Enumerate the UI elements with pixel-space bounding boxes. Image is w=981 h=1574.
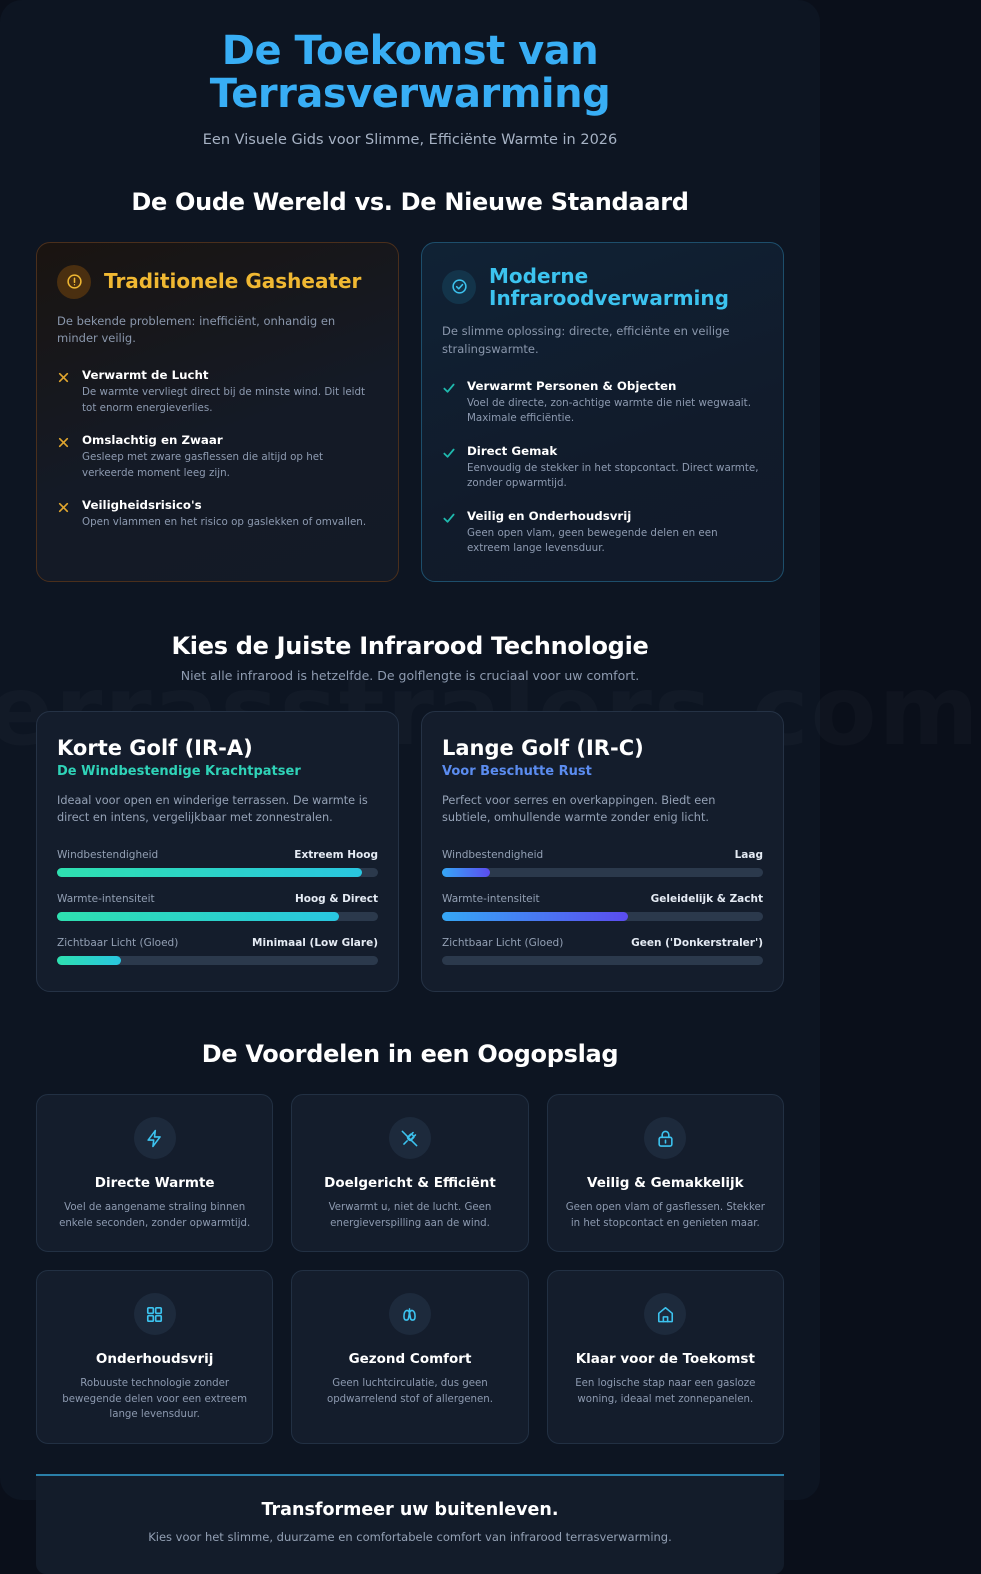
- card-description: Perfect voor serres en overkappingen. Biedt een subtiele, omhullende warmte zonder enig licht.: [442, 793, 716, 825]
- benefit-card-doelgericht: [291, 1094, 528, 1252]
- card-lead: De bekende problemen: inefficiënt, onhandig en minder veilig.: [57, 313, 336, 346]
- card-header: [442, 265, 763, 310]
- benefit-card-directe-warmte: [36, 1094, 273, 1252]
- traditional-gas-heater-card: [36, 242, 399, 582]
- benefit-title: Onderhoudsvrij: [95, 1351, 214, 1368]
- footer-section: [36, 1476, 784, 1574]
- benefit-desc: Geen luchtcirculatie, dus geen opdwarrelend stof of allergenen.: [326, 1378, 493, 1405]
- home-icon: [644, 1293, 686, 1335]
- card-title: Traditionele Gasheater: [104, 269, 362, 294]
- list-item: [57, 498, 378, 530]
- benefit-desc: Geen open vlam of gasflessen. Stekker in het stopcontact en genieten maar.: [565, 1202, 765, 1229]
- technology-heading: Kies de Juiste Infrarood Technologie: [171, 631, 649, 660]
- list-item-desc: De warmte vervliegt direct bij de minste wind. Dit leidt tot enorm energieverlies.: [82, 386, 366, 414]
- list-item-desc: Eenvoudig de stekker in het stopcontact. Direct warmte, zonder opwarmtijd.: [467, 461, 759, 490]
- metric-row: [57, 893, 378, 921]
- comparison-heading: De Oude Wereld vs. De Nieuwe Standaard: [131, 187, 689, 216]
- list-item-title: Omslachtig en Zwaar: [82, 433, 223, 448]
- page-title: De Toekomst van Terrasverwarming: [209, 28, 611, 117]
- list-item: [442, 444, 763, 492]
- list-item-desc: Gesleep met zware gasflessen die altijd op het verkeerde moment leeg zijn.: [82, 451, 324, 479]
- list-item-title: Verwarmt de Lucht: [82, 368, 209, 383]
- benefit-title: Veilig & Gemakkelijk: [587, 1175, 744, 1192]
- card-tagline: Voor Beschutte Rust: [442, 763, 592, 779]
- card-title: Lange Golf (IR-C): [442, 735, 644, 760]
- benefit-title: Doelgericht & Efficiënt: [324, 1175, 496, 1192]
- metric-value: Laag: [734, 849, 763, 862]
- progress-bar-fill: [57, 912, 339, 921]
- cross-icon: [57, 369, 71, 416]
- check-icon: [442, 510, 456, 557]
- card-title: Moderne Infraroodverwarming: [489, 263, 729, 310]
- list-item: [57, 433, 378, 481]
- progress-bar-track: [442, 912, 763, 921]
- progress-bar-track: [57, 912, 378, 921]
- modern-infrared-card: [421, 242, 784, 582]
- technology-row: [36, 711, 784, 993]
- drawback-list: [57, 368, 378, 530]
- benefit-title: Directe Warmte: [94, 1175, 215, 1192]
- benefit-desc: Verwarmt u, niet de lucht. Geen energieverspilling aan de wind.: [328, 1202, 492, 1229]
- list-item-title: Verwarmt Personen & Objecten: [467, 379, 677, 393]
- footer-title: Transformeer uw buitenleven.: [261, 1499, 559, 1520]
- benefits-heading: De Voordelen in een Oogopslag: [201, 1040, 619, 1069]
- list-item: [57, 368, 378, 416]
- metric-label: Zichtbaar Licht (Gloed): [57, 937, 179, 950]
- technology-section: [36, 632, 784, 993]
- card-header: [57, 265, 378, 299]
- comparison-row: [36, 242, 784, 582]
- progress-bar-track: [442, 956, 763, 965]
- progress-bar-track: [57, 956, 378, 965]
- progress-bar-fill: [442, 912, 628, 921]
- progress-bar-track: [442, 868, 763, 877]
- list-item: [442, 379, 763, 427]
- benefits-section: [36, 1040, 784, 1444]
- footer-desc: Kies voor het slimme, duurzame en comfortabele comfort van infrarood terrasverwarming.: [148, 1529, 672, 1544]
- metric-row: [442, 893, 763, 921]
- metric-label: Windbestendigheid: [442, 849, 544, 862]
- lungs-icon: [389, 1293, 431, 1335]
- lange-golf-card: [421, 711, 784, 993]
- metric-value: Geen ('Donkerstraler'): [631, 937, 763, 950]
- progress-bar-fill: [57, 868, 362, 877]
- benefit-title: Gezond Comfort: [348, 1351, 472, 1368]
- page-subtitle: Een Visuele Gids voor Slimme, Efficiënte Warmte in 2026: [202, 131, 618, 148]
- progress-bar-fill: [442, 868, 490, 877]
- benefits-grid: [36, 1094, 784, 1444]
- list-item-desc: Open vlammen en het risico op gaslekken of omvallen.: [82, 515, 367, 528]
- list-item-desc: Geen open vlam, geen bewegende delen en een extreem lange levensduur.: [467, 526, 718, 555]
- benefit-card-veilig: [547, 1094, 784, 1252]
- comparison-section: [36, 188, 784, 582]
- benefit-card-gezond-comfort: [291, 1270, 528, 1444]
- lock-icon: [644, 1117, 686, 1159]
- metric-list: [57, 849, 378, 965]
- metric-value: Hoog & Direct: [294, 893, 378, 906]
- check-icon: [442, 445, 456, 492]
- benefit-list: [442, 379, 763, 557]
- card-description: Ideaal voor open en winderige terrassen. De warmte is direct en intens, vergelijkbaar met zonnestralen.: [57, 793, 368, 825]
- metric-row: [57, 849, 378, 877]
- metric-label: Zichtbaar Licht (Gloed): [442, 937, 564, 950]
- metric-label: Windbestendigheid: [57, 849, 159, 862]
- metric-row: [442, 937, 763, 965]
- benefit-title: Klaar voor de Toekomst: [575, 1351, 755, 1368]
- benefit-desc: Robuuste technologie zonder bewegende delen voor een extreem lange levensduur.: [62, 1378, 248, 1421]
- metric-row: [442, 849, 763, 877]
- list-item-desc: Voel de directe, zon-achtige warmte die niet wegwaait. Maximale efficiëntie.: [467, 397, 751, 425]
- progress-bar-fill: [57, 956, 121, 965]
- progress-bar-track: [57, 868, 378, 877]
- metric-value: Extreem Hoog: [294, 849, 378, 862]
- cross-icon: [57, 499, 71, 530]
- check-circle-icon: [442, 270, 476, 304]
- metric-label: Warmte-intensiteit: [57, 893, 155, 906]
- technology-subheading: Niet alle infrarood is hetzelfde. De golflengte is cruciaal voor uw comfort.: [180, 667, 640, 683]
- metric-value: Minimaal (Low Glare): [252, 937, 378, 950]
- card-lead: De slimme oplossing: directe, efficiënte en veilige stralingswarmte.: [442, 324, 730, 357]
- list-item-title: Veiligheidsrisico's: [82, 497, 202, 512]
- benefit-desc: Voel de aangename straling binnen enkele seconden, zonder opwarmtijd.: [59, 1202, 251, 1229]
- benefit-desc: Een logische stap naar een gasloze woning, ideaal met zonnepanelen.: [575, 1378, 756, 1405]
- korte-golf-card: [36, 711, 399, 993]
- card-title: Korte Golf (IR-A): [57, 735, 253, 760]
- benefit-card-onderhoudsvrij: [36, 1270, 273, 1444]
- grid-squares-icon: [134, 1293, 176, 1335]
- lightning-bolt-icon: [134, 1117, 176, 1159]
- plug-off-icon: [389, 1117, 431, 1159]
- list-item-title: Direct Gemak: [467, 443, 558, 458]
- metric-row: [57, 937, 378, 965]
- metric-list: [442, 849, 763, 965]
- card-tagline: De Windbestendige Krachtpatser: [57, 763, 301, 779]
- cross-icon: [57, 434, 71, 481]
- list-item: [442, 509, 763, 557]
- alert-circle-icon: [57, 265, 91, 299]
- hero-section: [36, 0, 784, 148]
- benefit-card-toekomst: [547, 1270, 784, 1444]
- metric-label: Warmte-intensiteit: [442, 893, 540, 906]
- list-item-title: Veilig en Onderhoudsvrij: [467, 508, 632, 523]
- metric-value: Geleidelijk & Zacht: [650, 893, 763, 906]
- check-icon: [442, 380, 456, 427]
